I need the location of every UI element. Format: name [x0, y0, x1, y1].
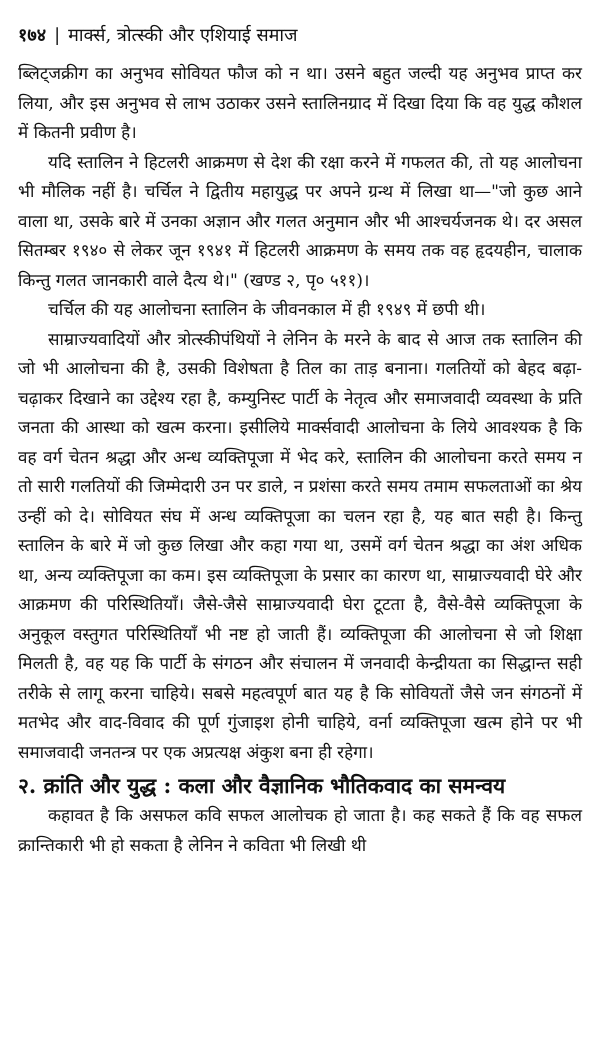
running-header — [18, 24, 582, 48]
paragraph-churchill-quote: यदि स्तालिन ने हिटलरी आक्रमण से देश की रक्षा करने में गफलत की, तो यह आलोचना भी मौलिक नहीं है। चर्चिल ने द्वितीय महायुद्ध पर अपने ग्रन्थ में लिखा था—"जो कुछ आने वाला था, उसके बारे में उनका अज्ञान और गलत अनुमान और भी आश्चर्यजनक थे। दर असल सितम्बर १९४० से लेकर जून १९४१ में हिटलरी आक्रमण के समय तक वह हृदयहीन, चालाक किन्तु गलत जानकारी वाले दैत्य थे।" (खण्ड २, पृ० ५११)। — [18, 152, 582, 291]
header-separator: | — [54, 25, 61, 46]
paragraph-churchill-note: चर्चिल की यह आलोचना स्तालिन के जीवनकाल में ही १९४९ में छपी थी। — [48, 300, 486, 320]
book-title: मार्क्स, त्रोत्स्की और एशियाई समाज — [68, 25, 298, 46]
section-paragraph: कहावत है कि असफल कवि सफल आलोचक हो जाता है। कह सकते हैं कि वह सफल क्रान्तिकारी भी हो सकता है लेनिन ने कविता भी लिखी थी — [18, 806, 582, 856]
paragraph-criticism: साम्राज्यवादियों और त्रोत्स्कीपंथियों ने लेनिन के मरने के बाद से आज तक स्तालिन की जो भी आलोचना की है, उसकी विशेषता है तिल का ताड़ बनाना। गलतियों को बेहद बढ़ा-चढ़ाकर दिखाने का उद्देश्य रहा है, कम्युनिस्ट पार्टी के नेतृत्व और समाजवादी व्यवस्था के प्रति जनता की आस्था को खत्म करना। इसीलिये मार्क्सवादी आलोचना के लिये आवश्यक है कि वह वर्ग चेतन श्रद्धा और अन्ध व्यक्तिपूजा में भेद करे, स्तालिन की आलोचना करते समय न तो सारी गलतियों की जिम्मेदारी उन पर डाले, न प्रशंसा करते समय तमाम सफलताओं का श्रेय उन्हीं को दे। सोवियत संघ में अन्ध व्यक्तिपूजा का चलन रहा है, यह बात सही है। किन्तु स्तालिन के बारे में जो कुछ लिखा और कहा गया था, उसमें वर्ग चेतन श्रद्धा का अंश अधिक था, अन्य व्यक्तिपूजा का कम। इस व्यक्तिपूजा के प्रसार का कारण था, साम्राज्यवादी घेरे और आक्रमण की परिस्थितियाँ। जैसे-जैसे साम्राज्यवादी घेरा टूटता है, वैसे-वैसे व्यक्तिपूजा के अनुकूल वस्तुगत परिस्थितियाँ भी नष्ट हो जाती हैं। व्यक्तिपूजा की आलोचना से जो शिक्षा मिलती है, वह यह कि पार्टी के संगठन और संचालन में जनवादी केन्द्रीयता का सिद्धान्त सही तरीके से लागू करना चाहिये। सबसे महत्वपूर्ण बात यह है कि सोवियतों जैसे जन संगठनों में मतभेद और वाद-विवाद की पूर्ण गुंजाइश होनी चाहिये, वर्ना व्यक्तिपूजा खत्म होने पर भी समाजवादी जनतन्त्र पर एक अप्रत्यक्ष अंकुश बना ही रहेगा। — [18, 329, 582, 763]
section-heading: २. क्रांति और युद्ध : कला और वैज्ञानिक भौतिकवाद का समन्वय — [18, 773, 506, 798]
body-text — [18, 60, 582, 861]
page-number: १७४ — [18, 25, 47, 46]
paragraph-continued: ब्लिट्जक्रीग का अनुभव सोवियत फौज को न था। उसने बहुत जल्दी यह अनुभव प्राप्त कर लिया, और इस अनुभव से लाभ उठाकर उसने स्तालिनग्राद में दिखा दिया कि वह युद्ध कौशल में कितनी प्रवीण है। — [18, 64, 582, 143]
